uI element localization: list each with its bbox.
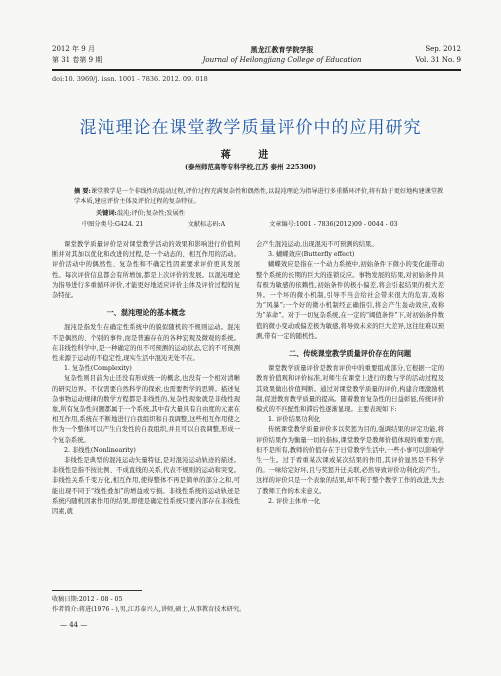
- received-date: 收稿日期:2012 - 08 - 05: [52, 596, 123, 603]
- left-column: [52, 240, 240, 517]
- abstract: [74, 187, 449, 206]
- keywords: [96, 208, 185, 217]
- document-code: 文献标志码:A: [187, 221, 226, 228]
- author-bio: 作者简介:蒋进(1976 - ),男,江苏泰兴人,讲师,硕士,从事教育技术研究。: [52, 606, 246, 613]
- journal-name-cn: 黑龙江教育学院学报: [250, 45, 314, 54]
- header-left: [52, 44, 102, 66]
- author-affiliation: (泰州师范高等专科学校,江苏 泰州 225300): [184, 163, 317, 171]
- subsection-heading: 2. 评价主体单一化: [268, 497, 321, 505]
- footnotes: [52, 595, 245, 615]
- header-date-en: Sep. 2012: [425, 45, 461, 53]
- header-center: [202, 44, 362, 66]
- header-date: 2012 年 9 月: [52, 45, 95, 53]
- author-name: 蒋 进: [220, 150, 281, 161]
- page-number: — 44 —: [60, 621, 88, 629]
- running-header: [52, 44, 461, 70]
- abstract-label: 摘 要:: [74, 188, 91, 195]
- article-number: 文章编号:1001 - 7836(2012)09 - 0044 - 03: [269, 221, 398, 228]
- abstract-text: 课堂教学是一个非线性的混动过程,评价过程充满复杂性和偶然性,以混沌理论为指导进行多重循环评价,将有助于更好地构建课堂教学本质,建应评价主体及评价过程的复杂特征。: [74, 188, 444, 205]
- article-title: 混沌理论在课堂教学质量评价中的应用研究: [79, 118, 422, 138]
- keywords-text: 混沌;评价;复杂性;发展性: [116, 210, 185, 217]
- header-volume-en: Vol. 31 No. 9: [415, 56, 461, 64]
- paragraph: 会产生混沌运动,出现混沌不可预测的结果。: [256, 241, 378, 248]
- paragraph: 课堂教学质量评价是对课堂教学活动的效果和影响进行价值判断并对其加以优化和改进的过程,是一个动态的、相互作用的活动。评价活动中的偶然性、复杂性和不确定性因素要求评价更具发展性。每次评价信息都会有所增加,都是上次评价的发展。以混沌理论为指导进行多重循环评价,才能更好地适应评价主体及评价过程的复杂特征。: [52, 241, 240, 300]
- header-volume: 第 31 卷第 9 期: [52, 56, 103, 64]
- clc-number: 中图分类号:G424. 21: [82, 221, 144, 228]
- section-heading: 一、混沌理论的基本概念: [106, 308, 186, 318]
- footnote-rule: [52, 590, 142, 591]
- journal-name-en: Journal of Heilongjiang College of Education: [202, 56, 362, 64]
- paragraph: 混沌是指发生在确定性系统中的貌似随机的不规则运动。混沌不是偶然的、个别的事件,而是普遍存在的各种宏观及微观的系统。在非线性科学中,是一种确定的但不可预测的运动状态,它的不可预测性来源于运动的不稳定性,现实生活中混沌无处不在。: [52, 324, 240, 363]
- paragraph: 课堂教学质量评价是教育评价中的重要组成部分,它根据一定的教育价值观和评价标准,对师生在课堂上进行的教与学的活动过程及其效果做出价值判断。通过对课堂教学质量的评价,构建合理激励机制,促进教育教学质量的提高。随着教育复杂性的日益彰显,传统评价模式的不匹配性和滞后性逐渐显现。主要表现如下:: [256, 365, 444, 414]
- header-rule: [52, 69, 461, 71]
- subsection-heading: 1. 复杂性(Complexity): [64, 365, 132, 373]
- subsection-heading: 1. 评价结果功利化: [268, 416, 321, 424]
- right-column: [256, 240, 444, 507]
- paragraph: 蝴蝶效应是指在一个动力系统中,初始条件下微小的变化能带动整个系统的长期的巨大的连锁反应。事物发展的结果,对初始条件具有极为敏感的依赖性,初始条件的极小偏差,将会引起结果的极大差异。一个坏的微小机制,引导不当会给社会带来很大的危害,戏称为“风暴”;一个好的微小机制经正确指引,将会产生轰动效应,戏称为“革命”。对于一切复杂系统,在一定的“阈值条件”下,对初始条件数值的微小变动或偏差极为敏感,将导致未来的巨大差异,这往往难以预测,带有一定的随机性。: [256, 261, 444, 340]
- doi: doi:10. 3969/j. issn. 1001 - 7836. 2012. 09. 018: [52, 75, 208, 83]
- keywords-label: 关键词:: [96, 210, 117, 217]
- classification-line: [74, 219, 449, 228]
- subsection-heading: 3. 蝴蝶效应(Butterfly effect): [268, 251, 355, 259]
- subsection-heading: 2. 非线性(Nonlinearity): [64, 446, 136, 454]
- paragraph: 传统课堂教学质量评价多以奖惩为目的,强调结果的评定功能,将评价结果作为衡量一切的指标,课堂教学是教师价值体现的重要方面,但不是所有,教师的价值存在于日常教学生活中,一些小事可以影响学生一生。过于看重某次课或某次结果的作用,其评价显然是不科学的。一味给定好坏,且与奖惩升迁关联,必然导致评价功利化的产生。这样的评价只是一个表象的结果,却不利于整个教学工作的改进,失去了教师工作的本来意义。: [256, 426, 444, 495]
- header-right: [415, 44, 461, 66]
- section-heading: 二、传统课堂教学质量评价存在的问题: [288, 349, 412, 359]
- paragraph: 复杂性则目前为止还没有形成统一的概念,也没有一个相对清晰的研究边界。不仅需要自然科学的探索,也需要哲学的思辨。描述复杂事物运动规律的数学方程都是非线性的,复杂性现象就是非线性现象,所有复杂性问题都属于一个系统,其中有大量具有自由度的元素在相互作用,系统在不断地进行自我组织和自我调整,这些相互作用使之作为一个整体可以产生自发性的自我组织,并且可以自我调整,形成一个复杂系统。: [52, 375, 240, 444]
- paragraph: 非线性是典型的混沌运动矢量特征,是对混沌运动轨迹的描述。非线性是指不按比例、不成直线的关系,代表不规则的运动和突变。非线性关系千变万化,相互作用,使得整体不再是简单的部分之和,可能出现不同于“线性叠加”的增益或亏损。非线性系统的运动轨迹是系统内随机因素作用的结果,即使是确定性系统只要内部存在非线性因素,就: [52, 457, 240, 516]
